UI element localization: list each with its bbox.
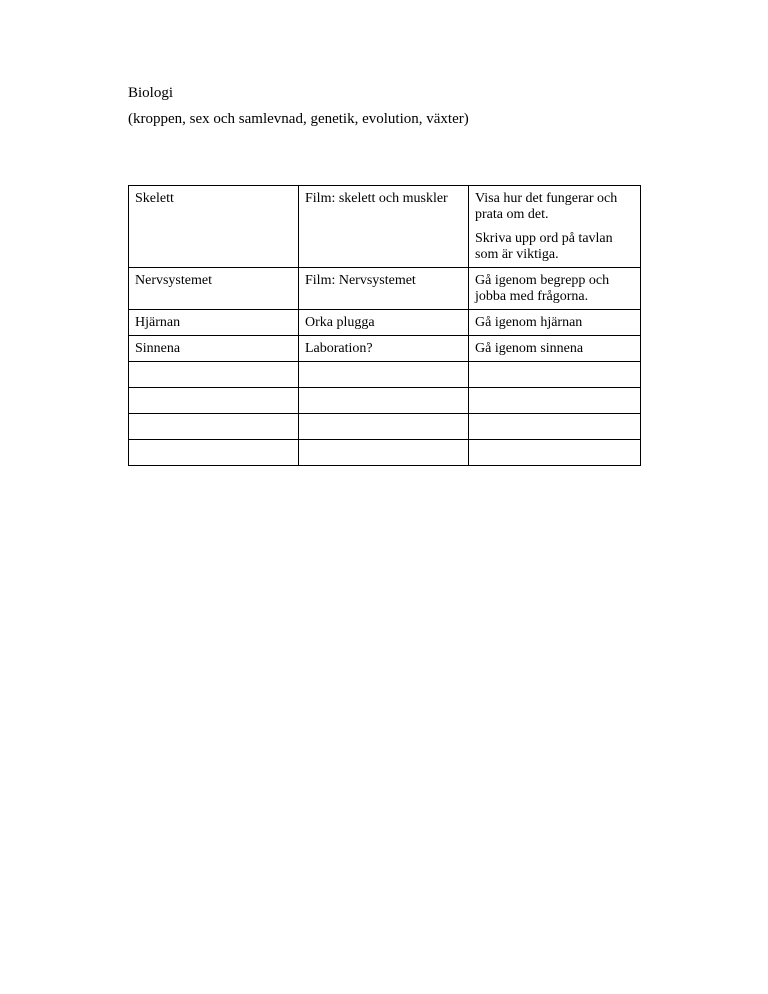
empty-table-row (129, 388, 641, 414)
material-text: Orka plugga (305, 315, 375, 330)
material-text: Film: Nervsystemet (305, 273, 416, 288)
topic-text: Sinnena (135, 341, 181, 356)
document-title: Biologi (128, 85, 174, 101)
topic-text: Hjärnan (135, 315, 181, 330)
activity-text: Gå igenom begrepp och jobba med frågorna. (475, 273, 610, 304)
activity-text: Gå igenom hjärnan (475, 315, 583, 330)
material-cell (299, 310, 469, 336)
empty-table-row (129, 362, 641, 388)
empty-table-row (129, 414, 641, 440)
empty-cell (469, 388, 641, 414)
activity-cell (469, 336, 641, 362)
table-row (129, 268, 641, 310)
lesson-plan-table (128, 185, 641, 466)
empty-cell (469, 414, 641, 440)
topic-text: Skelett (135, 191, 174, 206)
activity-text: Skriva upp ord på tavlan som är viktiga. (475, 231, 613, 262)
empty-cell (299, 440, 469, 466)
material-text: Laboration? (305, 341, 373, 356)
empty-cell (299, 414, 469, 440)
empty-cell (129, 362, 299, 388)
document-subtitle: (kroppen, sex och samlevnad, genetik, evolution, växter) (128, 111, 469, 127)
topic-cell (129, 186, 299, 268)
topic-cell (129, 336, 299, 362)
material-cell (299, 336, 469, 362)
material-cell (299, 186, 469, 268)
empty-cell (129, 414, 299, 440)
empty-cell (469, 440, 641, 466)
activity-cell (469, 268, 641, 310)
table-row (129, 186, 641, 268)
empty-table-row (129, 440, 641, 466)
table-row (129, 310, 641, 336)
material-text: Film: skelett och muskler (305, 191, 448, 206)
activity-cell (469, 186, 641, 268)
material-cell (299, 268, 469, 310)
topic-text: Nervsystemet (135, 273, 212, 288)
empty-cell (469, 362, 641, 388)
empty-cell (299, 362, 469, 388)
empty-cell (299, 388, 469, 414)
activity-text: Visa hur det fungerar och prata om det. (475, 191, 618, 222)
empty-cell (129, 440, 299, 466)
topic-cell (129, 268, 299, 310)
topic-cell (129, 310, 299, 336)
activity-text: Gå igenom sinnena (475, 341, 584, 356)
activity-cell (469, 310, 641, 336)
empty-cell (129, 388, 299, 414)
table-row (129, 336, 641, 362)
